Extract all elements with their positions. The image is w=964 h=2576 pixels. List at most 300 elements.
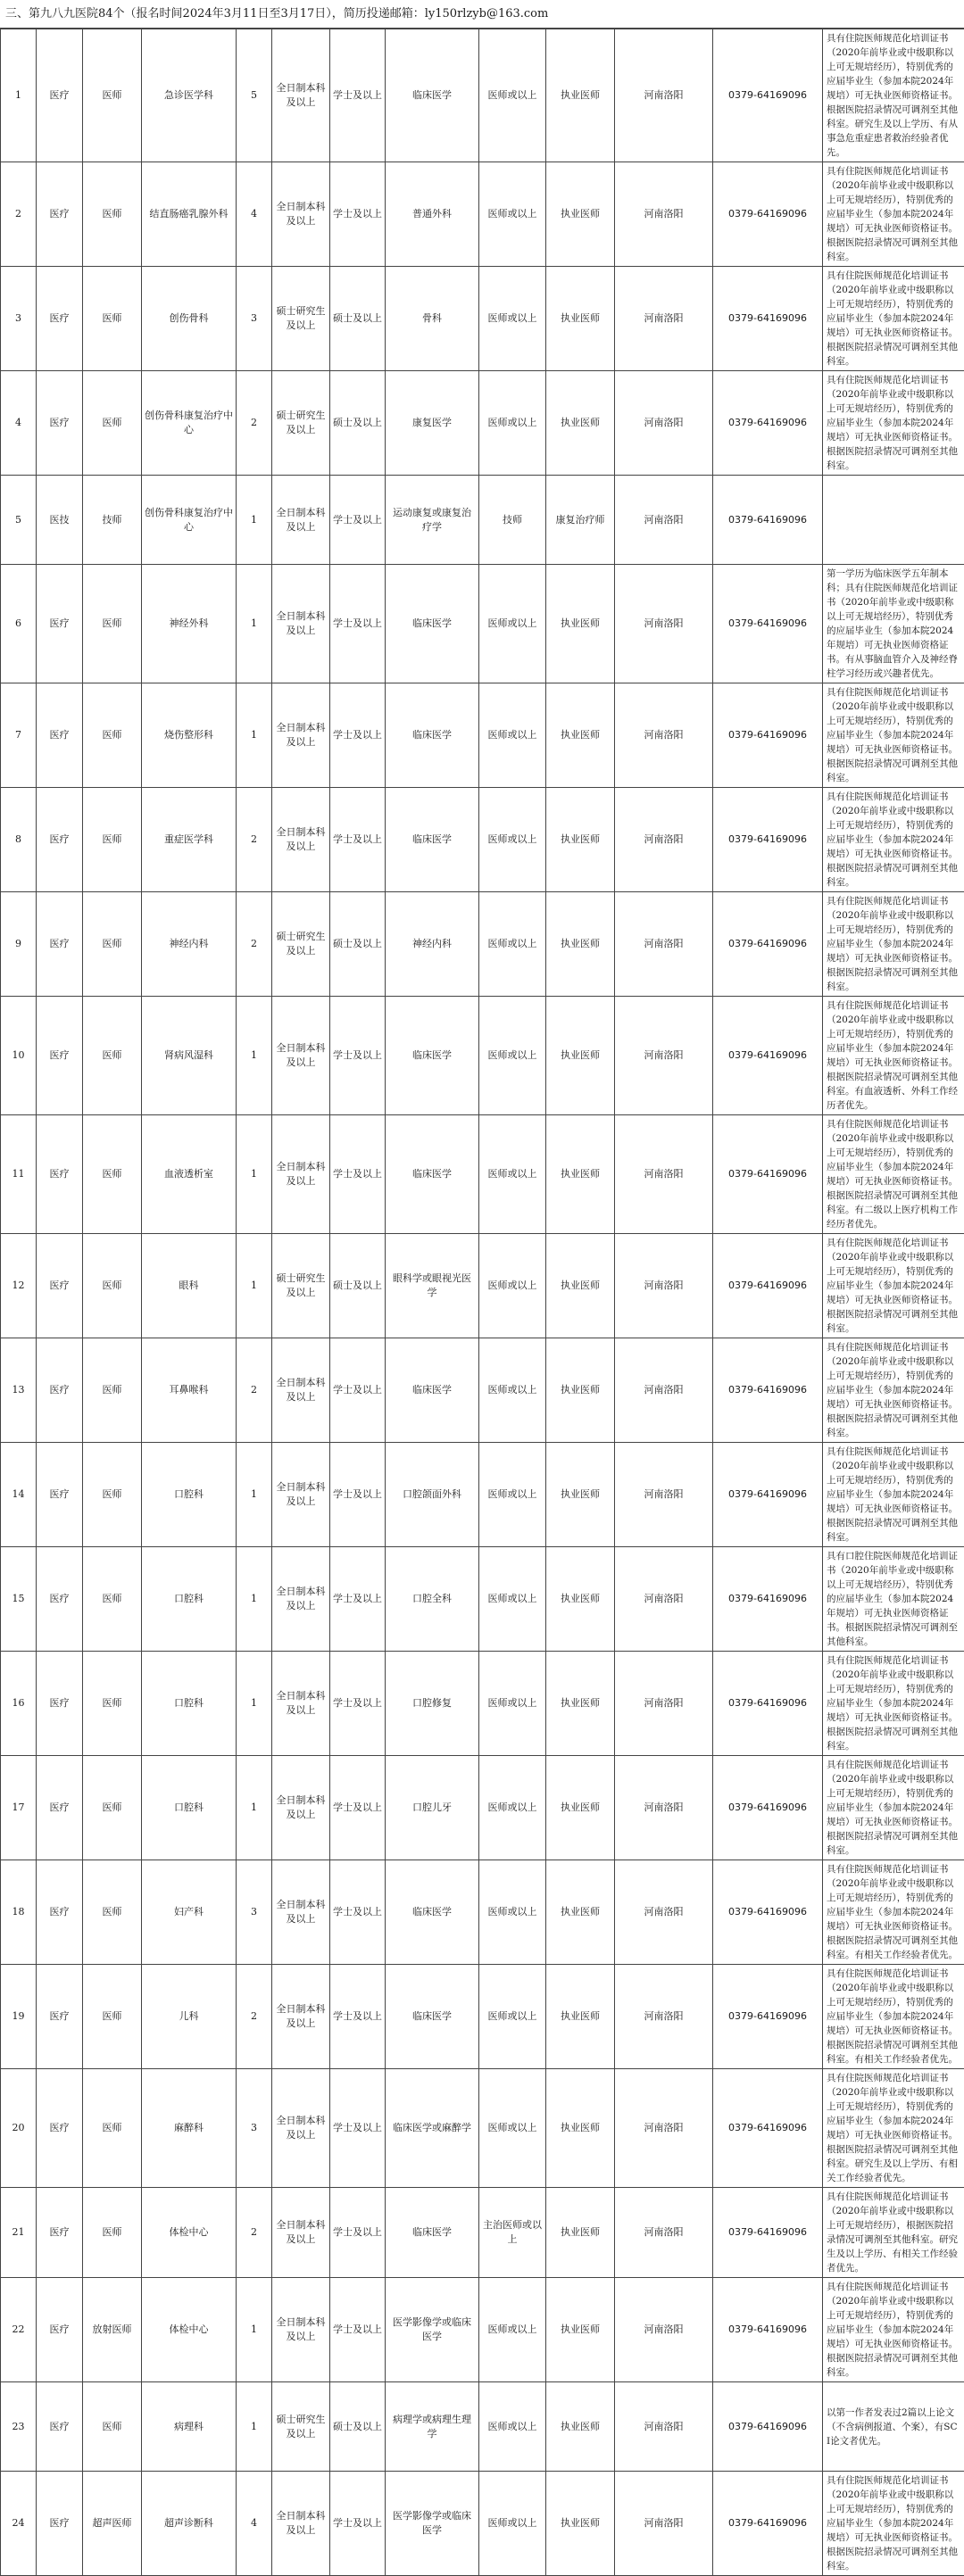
education-cell: 全日制本科及以上 (272, 1338, 330, 1443)
post-type-cell: 超声医师 (83, 2472, 142, 2576)
headcount-cell: 2 (237, 892, 272, 997)
requirements-note-cell: 具有住院医师规范化培训证书（2020年前毕业或中级职称以上可无规培经历），根据医院招录情况可调剂至其他科室。研究生及以上学历、有相关工作经验者优先。 (823, 2188, 964, 2278)
category-cell: 医疗 (37, 565, 83, 683)
location-cell: 河南洛阳 (615, 162, 713, 267)
requirements-note-cell: 具有住院医师规范化培训证书（2020年前毕业或中级职称以上可无规培经历），特别优秀的应届毕业生（参加本院2024年规培）可无执业医师资格证书。根据医院招录情况可调剂至其他科室。 (823, 371, 964, 476)
table-row (1, 2188, 964, 2278)
professional-title-cell: 医师或以上 (479, 2069, 546, 2188)
table-row (1, 371, 964, 476)
education-cell: 全日制本科及以上 (272, 565, 330, 683)
qualification-cell: 执业医师 (546, 2069, 615, 2188)
phone-cell: 0379-64169096 (713, 565, 823, 683)
major-cell: 病理学或病理生理学 (386, 2382, 479, 2472)
requirements-note-cell: 具有住院医师规范化培训证书（2020年前毕业或中级职称以上可无规培经历），特别优秀的应届毕业生（参加本院2024年规培）可无执业医师资格证书。根据医院招录情况可调剂至其他科室。 (823, 1756, 964, 1860)
education-cell: 全日制本科及以上 (272, 1443, 330, 1547)
professional-title-cell: 医师或以上 (479, 565, 546, 683)
major-cell: 临床医学 (386, 1338, 479, 1443)
professional-title-cell: 医师或以上 (479, 1234, 546, 1338)
professional-title-cell: 医师或以上 (479, 2472, 546, 2576)
table-row (1, 1547, 964, 1652)
degree-cell: 硕士及以上 (330, 371, 386, 476)
major-cell: 临床医学 (386, 2188, 479, 2278)
degree-cell: 学士及以上 (330, 1115, 386, 1234)
professional-title-cell: 医师或以上 (479, 371, 546, 476)
headcount-cell: 1 (237, 1234, 272, 1338)
professional-title-cell: 医师或以上 (479, 1547, 546, 1652)
degree-cell: 学士及以上 (330, 2472, 386, 2576)
post-type-cell: 医师 (83, 1234, 142, 1338)
post-type-cell: 医师 (83, 1547, 142, 1652)
requirements-note-cell: 具有住院医师规范化培训证书（2020年前毕业或中级职称以上可无规培经历），特别优秀的应届毕业生（参加本院2024年规培）可无执业医师资格证书。根据医院招录情况可调剂至其他科室。研究生及以上学历、有从事急危重症患者救治经验者优先。 (823, 29, 964, 162)
location-cell: 河南洛阳 (615, 1547, 713, 1652)
headcount-cell: 1 (237, 2278, 272, 2382)
post-type-cell: 医师 (83, 1860, 142, 1965)
table-row (1, 2382, 964, 2472)
requirements-note-cell: 具有口腔住院医师规范化培训证书（2020年前毕业或中级职称以上可无规培经历），特别优秀的应届毕业生（参加本院2024年规培）可无执业医师资格证书。根据医院招录情况可调剂至其他科室。 (823, 1547, 964, 1652)
requirements-note-cell: 第一学历为临床医学五年制本科；具有住院医师规范化培训证书（2020年前毕业或中级职称以上可无规培经历），特别优秀的应届毕业生（参加本院2024年规培）可无执业医师资格证书。有从事脑血管介入及神经脊柱学习经历或兴趣者优先。 (823, 565, 964, 683)
category-cell: 医疗 (37, 2278, 83, 2382)
post-type-cell: 医师 (83, 1443, 142, 1547)
requirements-note-cell: 具有住院医师规范化培训证书（2020年前毕业或中级职称以上可无规培经历），特别优秀的应届毕业生（参加本院2024年规培）可无执业医师资格证书。根据医院招录情况可调剂至其他科室。有相关工作经验者优先。 (823, 1965, 964, 2069)
professional-title-cell: 医师或以上 (479, 997, 546, 1115)
table-row (1, 1115, 964, 1234)
qualification-cell: 执业医师 (546, 1443, 615, 1547)
phone-cell: 0379-64169096 (713, 2188, 823, 2278)
department-cell: 麻醉科 (142, 2069, 237, 2188)
professional-title-cell: 主治医师或以上 (479, 2188, 546, 2278)
category-cell: 医疗 (37, 1234, 83, 1338)
table-row (1, 1652, 964, 1756)
headcount-cell: 1 (237, 997, 272, 1115)
post-type-cell: 医师 (83, 267, 142, 371)
qualification-cell: 执业医师 (546, 1234, 615, 1338)
qualification-cell: 执业医师 (546, 683, 615, 788)
phone-cell: 0379-64169096 (713, 1652, 823, 1756)
table-row (1, 2278, 964, 2382)
phone-cell: 0379-64169096 (713, 1547, 823, 1652)
location-cell: 河南洛阳 (615, 29, 713, 162)
qualification-cell: 执业医师 (546, 2472, 615, 2576)
headcount-cell: 1 (237, 565, 272, 683)
row-number-cell: 2 (1, 162, 37, 267)
headcount-cell: 3 (237, 1860, 272, 1965)
department-cell: 超声诊断科 (142, 2472, 237, 2576)
post-type-cell: 放射医师 (83, 2278, 142, 2382)
education-cell: 全日制本科及以上 (272, 1965, 330, 2069)
requirements-note-cell: 以第一作者发表过2篇以上论文（不含病例报道、个案），有SCI论文者优先。 (823, 2382, 964, 2472)
row-number-cell: 14 (1, 1443, 37, 1547)
education-cell: 全日制本科及以上 (272, 1652, 330, 1756)
location-cell: 河南洛阳 (615, 565, 713, 683)
requirements-note-cell (823, 476, 964, 565)
row-number-cell: 24 (1, 2472, 37, 2576)
department-cell: 儿科 (142, 1965, 237, 2069)
major-cell: 临床医学 (386, 997, 479, 1115)
phone-cell: 0379-64169096 (713, 162, 823, 267)
education-cell: 全日制本科及以上 (272, 2188, 330, 2278)
professional-title-cell: 医师或以上 (479, 1860, 546, 1965)
category-cell: 医疗 (37, 683, 83, 788)
professional-title-cell: 医师或以上 (479, 1115, 546, 1234)
table-row (1, 1965, 964, 2069)
category-cell: 医疗 (37, 788, 83, 892)
professional-title-cell: 医师或以上 (479, 162, 546, 267)
major-cell: 临床医学 (386, 1860, 479, 1965)
category-cell: 医疗 (37, 1652, 83, 1756)
headcount-cell: 1 (237, 1547, 272, 1652)
headcount-cell: 2 (237, 788, 272, 892)
row-number-cell: 23 (1, 2382, 37, 2472)
department-cell: 神经外科 (142, 565, 237, 683)
post-type-cell: 医师 (83, 2069, 142, 2188)
phone-cell: 0379-64169096 (713, 1443, 823, 1547)
requirements-note-cell: 具有住院医师规范化培训证书（2020年前毕业或中级职称以上可无规培经历），特别优秀的应届毕业生（参加本院2024年规培）可无执业医师资格证书。根据医院招录情况可调剂至其他科室。 (823, 1234, 964, 1338)
row-number-cell: 17 (1, 1756, 37, 1860)
location-cell: 河南洛阳 (615, 1756, 713, 1860)
education-cell: 全日制本科及以上 (272, 476, 330, 565)
requirements-note-cell: 具有住院医师规范化培训证书（2020年前毕业或中级职称以上可无规培经历），特别优秀的应届毕业生（参加本院2024年规培）可无执业医师资格证书。根据医院招录情况可调剂至其他科室。 (823, 162, 964, 267)
department-cell: 烧伤整形科 (142, 683, 237, 788)
headcount-cell: 2 (237, 1338, 272, 1443)
education-cell: 全日制本科及以上 (272, 683, 330, 788)
qualification-cell: 执业医师 (546, 371, 615, 476)
professional-title-cell: 医师或以上 (479, 2278, 546, 2382)
location-cell: 河南洛阳 (615, 371, 713, 476)
post-type-cell: 医师 (83, 371, 142, 476)
location-cell: 河南洛阳 (615, 2278, 713, 2382)
requirements-note-cell: 具有住院医师规范化培训证书（2020年前毕业或中级职称以上可无规培经历），特别优秀的应届毕业生（参加本院2024年规培）可无执业医师资格证书。根据医院招录情况可调剂至其他科室。 (823, 1338, 964, 1443)
row-number-cell: 13 (1, 1338, 37, 1443)
location-cell: 河南洛阳 (615, 476, 713, 565)
education-cell: 全日制本科及以上 (272, 2472, 330, 2576)
degree-cell: 硕士及以上 (330, 892, 386, 997)
post-type-cell: 医师 (83, 892, 142, 997)
qualification-cell: 执业医师 (546, 2278, 615, 2382)
table-row (1, 29, 964, 162)
requirements-note-cell: 具有住院医师规范化培训证书（2020年前毕业或中级职称以上可无规培经历），特别优秀的应届毕业生（参加本院2024年规培）可无执业医师资格证书。根据医院招录情况可调剂至其他科室。 (823, 1443, 964, 1547)
category-cell: 医疗 (37, 1860, 83, 1965)
table-body (1, 29, 964, 2576)
post-type-cell: 医师 (83, 2188, 142, 2278)
degree-cell: 学士及以上 (330, 1443, 386, 1547)
table-row (1, 892, 964, 997)
table-row (1, 1234, 964, 1338)
row-number-cell: 11 (1, 1115, 37, 1234)
department-cell: 创伤骨科 (142, 267, 237, 371)
department-cell: 急诊医学科 (142, 29, 237, 162)
phone-cell: 0379-64169096 (713, 1338, 823, 1443)
location-cell: 河南洛阳 (615, 1652, 713, 1756)
education-cell: 硕士研究生及以上 (272, 892, 330, 997)
qualification-cell: 执业医师 (546, 565, 615, 683)
education-cell: 全日制本科及以上 (272, 788, 330, 892)
headcount-cell: 1 (237, 1756, 272, 1860)
department-cell: 神经内科 (142, 892, 237, 997)
professional-title-cell: 医师或以上 (479, 1965, 546, 2069)
location-cell: 河南洛阳 (615, 683, 713, 788)
row-number-cell: 1 (1, 29, 37, 162)
recruitment-table (0, 29, 964, 2576)
department-cell: 耳鼻喉科 (142, 1338, 237, 1443)
department-cell: 重症医学科 (142, 788, 237, 892)
headcount-cell: 1 (237, 2382, 272, 2472)
degree-cell: 硕士及以上 (330, 267, 386, 371)
major-cell: 运动康复或康复治疗学 (386, 476, 479, 565)
department-cell: 眼科 (142, 1234, 237, 1338)
requirements-note-cell: 具有住院医师规范化培训证书（2020年前毕业或中级职称以上可无规培经历），特别优秀的应届毕业生（参加本院2024年规培）可无执业医师资格证书。根据医院招录情况可调剂至其他科室。研究生及以上学历、有相关工作经验者优先。 (823, 2069, 964, 2188)
qualification-cell: 执业医师 (546, 162, 615, 267)
phone-cell: 0379-64169096 (713, 1756, 823, 1860)
professional-title-cell: 医师或以上 (479, 788, 546, 892)
table-row (1, 2472, 964, 2576)
qualification-cell: 执业医师 (546, 1338, 615, 1443)
major-cell: 眼科学或眼视光医学 (386, 1234, 479, 1338)
education-cell: 全日制本科及以上 (272, 162, 330, 267)
requirements-note-cell: 具有住院医师规范化培训证书（2020年前毕业或中级职称以上可无规培经历），特别优秀的应届毕业生（参加本院2024年规培）可无执业医师资格证书。根据医院招录情况可调剂至其他科室。有相关工作经验者优先。 (823, 1860, 964, 1965)
degree-cell: 学士及以上 (330, 1652, 386, 1756)
post-type-cell: 医师 (83, 1965, 142, 2069)
education-cell: 全日制本科及以上 (272, 1756, 330, 1860)
professional-title-cell: 医师或以上 (479, 683, 546, 788)
category-cell: 医疗 (37, 1443, 83, 1547)
professional-title-cell: 医师或以上 (479, 1652, 546, 1756)
professional-title-cell: 技师 (479, 476, 546, 565)
category-cell: 医疗 (37, 1965, 83, 2069)
degree-cell: 学士及以上 (330, 997, 386, 1115)
headcount-cell: 2 (237, 2188, 272, 2278)
qualification-cell: 康复治疗师 (546, 476, 615, 565)
qualification-cell: 执业医师 (546, 1652, 615, 1756)
row-number-cell: 8 (1, 788, 37, 892)
row-number-cell: 16 (1, 1652, 37, 1756)
professional-title-cell: 医师或以上 (479, 1338, 546, 1443)
location-cell: 河南洛阳 (615, 1443, 713, 1547)
phone-cell: 0379-64169096 (713, 2382, 823, 2472)
row-number-cell: 7 (1, 683, 37, 788)
requirements-note-cell: 具有住院医师规范化培训证书（2020年前毕业或中级职称以上可无规培经历），特别优秀的应届毕业生（参加本院2024年规培）可无执业医师资格证书。根据医院招录情况可调剂至其他科室。 (823, 267, 964, 371)
phone-cell: 0379-64169096 (713, 1860, 823, 1965)
major-cell: 口腔修复 (386, 1652, 479, 1756)
department-cell: 病理科 (142, 2382, 237, 2472)
row-number-cell: 4 (1, 371, 37, 476)
post-type-cell: 医师 (83, 1115, 142, 1234)
phone-cell: 0379-64169096 (713, 29, 823, 162)
education-cell: 全日制本科及以上 (272, 2278, 330, 2382)
headcount-cell: 1 (237, 1652, 272, 1756)
table-row (1, 997, 964, 1115)
major-cell: 临床医学 (386, 29, 479, 162)
qualification-cell: 执业医师 (546, 1965, 615, 2069)
phone-cell: 0379-64169096 (713, 788, 823, 892)
major-cell: 口腔儿牙 (386, 1756, 479, 1860)
row-number-cell: 5 (1, 476, 37, 565)
post-type-cell: 医师 (83, 788, 142, 892)
degree-cell: 硕士及以上 (330, 2382, 386, 2472)
table-row (1, 267, 964, 371)
location-cell: 河南洛阳 (615, 1338, 713, 1443)
education-cell: 全日制本科及以上 (272, 1547, 330, 1652)
education-cell: 硕士研究生及以上 (272, 1234, 330, 1338)
qualification-cell: 执业医师 (546, 29, 615, 162)
table-row (1, 683, 964, 788)
category-cell: 医疗 (37, 1547, 83, 1652)
row-number-cell: 19 (1, 1965, 37, 2069)
headcount-cell: 1 (237, 1115, 272, 1234)
location-cell: 河南洛阳 (615, 892, 713, 997)
phone-cell: 0379-64169096 (713, 2472, 823, 2576)
phone-cell: 0379-64169096 (713, 1115, 823, 1234)
headcount-cell: 1 (237, 683, 272, 788)
table-row (1, 476, 964, 565)
department-cell: 肾病风湿科 (142, 997, 237, 1115)
post-type-cell: 医师 (83, 2382, 142, 2472)
requirements-note-cell: 具有住院医师规范化培训证书（2020年前毕业或中级职称以上可无规培经历），特别优秀的应届毕业生（参加本院2024年规培）可无执业医师资格证书。根据医院招录情况可调剂至其他科室。 (823, 1652, 964, 1756)
requirements-note-cell: 具有住院医师规范化培训证书（2020年前毕业或中级职称以上可无规培经历），特别优秀的应届毕业生（参加本院2024年规培）可无执业医师资格证书。根据医院招录情况可调剂至其他科室。 (823, 2278, 964, 2382)
headcount-cell: 5 (237, 29, 272, 162)
professional-title-cell: 医师或以上 (479, 1756, 546, 1860)
degree-cell: 学士及以上 (330, 1547, 386, 1652)
post-type-cell: 医师 (83, 565, 142, 683)
table-row (1, 565, 964, 683)
major-cell: 康复医学 (386, 371, 479, 476)
qualification-cell: 执业医师 (546, 2188, 615, 2278)
category-cell: 医疗 (37, 997, 83, 1115)
category-cell: 医疗 (37, 29, 83, 162)
major-cell: 口腔颌面外科 (386, 1443, 479, 1547)
category-cell: 医技 (37, 476, 83, 565)
department-cell: 妇产科 (142, 1860, 237, 1965)
major-cell: 临床医学 (386, 683, 479, 788)
page-title: 三、第九八九医院84个（报名时间2024年3月11日至3月17日），简历投递邮箱：ly150rlzyb@163.com (0, 0, 964, 29)
table-row (1, 1443, 964, 1547)
post-type-cell: 医师 (83, 1652, 142, 1756)
requirements-note-cell: 具有住院医师规范化培训证书（2020年前毕业或中级职称以上可无规培经历），特别优秀的应届毕业生（参加本院2024年规培）可无执业医师资格证书。根据医院招录情况可调剂至其他科室。 (823, 683, 964, 788)
location-cell: 河南洛阳 (615, 1860, 713, 1965)
row-number-cell: 6 (1, 565, 37, 683)
post-type-cell: 医师 (83, 162, 142, 267)
phone-cell: 0379-64169096 (713, 1234, 823, 1338)
phone-cell: 0379-64169096 (713, 683, 823, 788)
professional-title-cell: 医师或以上 (479, 892, 546, 997)
category-cell: 医疗 (37, 1756, 83, 1860)
degree-cell: 硕士及以上 (330, 1234, 386, 1338)
location-cell: 河南洛阳 (615, 2472, 713, 2576)
degree-cell: 学士及以上 (330, 476, 386, 565)
row-number-cell: 20 (1, 2069, 37, 2188)
department-cell: 体检中心 (142, 2278, 237, 2382)
headcount-cell: 3 (237, 267, 272, 371)
post-type-cell: 医师 (83, 1756, 142, 1860)
category-cell: 医疗 (37, 2188, 83, 2278)
professional-title-cell: 医师或以上 (479, 267, 546, 371)
degree-cell: 学士及以上 (330, 2069, 386, 2188)
degree-cell: 学士及以上 (330, 162, 386, 267)
category-cell: 医疗 (37, 2382, 83, 2472)
location-cell: 河南洛阳 (615, 788, 713, 892)
row-number-cell: 15 (1, 1547, 37, 1652)
row-number-cell: 10 (1, 997, 37, 1115)
headcount-cell: 1 (237, 476, 272, 565)
requirements-note-cell: 具有住院医师规范化培训证书（2020年前毕业或中级职称以上可无规培经历），特别优秀的应届毕业生（参加本院2024年规培）可无执业医师资格证书。根据医院招录情况可调剂至其他科室。有二级以上医疗机构工作经历者优先。 (823, 1115, 964, 1234)
professional-title-cell: 医师或以上 (479, 29, 546, 162)
department-cell: 口腔科 (142, 1443, 237, 1547)
requirements-note-cell: 具有住院医师规范化培训证书（2020年前毕业或中级职称以上可无规培经历），特别优秀的应届毕业生（参加本院2024年规培）可无执业医师资格证书。根据医院招录情况可调剂至其他科室。 (823, 788, 964, 892)
major-cell: 临床医学 (386, 1965, 479, 2069)
degree-cell: 学士及以上 (330, 2278, 386, 2382)
degree-cell: 学士及以上 (330, 565, 386, 683)
location-cell: 河南洛阳 (615, 2188, 713, 2278)
table-row (1, 788, 964, 892)
phone-cell: 0379-64169096 (713, 371, 823, 476)
degree-cell: 学士及以上 (330, 29, 386, 162)
phone-cell: 0379-64169096 (713, 2069, 823, 2188)
degree-cell: 学士及以上 (330, 1965, 386, 2069)
degree-cell: 学士及以上 (330, 1338, 386, 1443)
major-cell: 临床医学或麻醉学 (386, 2069, 479, 2188)
table-row (1, 1756, 964, 1860)
post-type-cell: 医师 (83, 1338, 142, 1443)
department-cell: 结直肠癌乳腺外科 (142, 162, 237, 267)
department-cell: 口腔科 (142, 1756, 237, 1860)
category-cell: 医疗 (37, 371, 83, 476)
table-row (1, 1338, 964, 1443)
post-type-cell: 医师 (83, 29, 142, 162)
location-cell: 河南洛阳 (615, 997, 713, 1115)
headcount-cell: 3 (237, 2069, 272, 2188)
table-row (1, 1860, 964, 1965)
education-cell: 全日制本科及以上 (272, 997, 330, 1115)
qualification-cell: 执业医师 (546, 1860, 615, 1965)
table-row (1, 162, 964, 267)
major-cell: 医学影像学或临床医学 (386, 2278, 479, 2382)
professional-title-cell: 医师或以上 (479, 1443, 546, 1547)
education-cell: 硕士研究生及以上 (272, 371, 330, 476)
location-cell: 河南洛阳 (615, 1234, 713, 1338)
phone-cell: 0379-64169096 (713, 267, 823, 371)
major-cell: 骨科 (386, 267, 479, 371)
education-cell: 全日制本科及以上 (272, 1115, 330, 1234)
degree-cell: 学士及以上 (330, 2188, 386, 2278)
phone-cell: 0379-64169096 (713, 476, 823, 565)
row-number-cell: 3 (1, 267, 37, 371)
major-cell: 临床医学 (386, 788, 479, 892)
post-type-cell: 技师 (83, 476, 142, 565)
department-cell: 口腔科 (142, 1652, 237, 1756)
qualification-cell: 执业医师 (546, 1115, 615, 1234)
location-cell: 河南洛阳 (615, 1115, 713, 1234)
degree-cell: 学士及以上 (330, 1860, 386, 1965)
requirements-note-cell: 具有住院医师规范化培训证书（2020年前毕业或中级职称以上可无规培经历），特别优秀的应届毕业生（参加本院2024年规培）可无执业医师资格证书。根据医院招录情况可调剂至其他科室。 (823, 2472, 964, 2576)
location-cell: 河南洛阳 (615, 2069, 713, 2188)
phone-cell: 0379-64169096 (713, 892, 823, 997)
major-cell: 普通外科 (386, 162, 479, 267)
qualification-cell: 执业医师 (546, 267, 615, 371)
education-cell: 全日制本科及以上 (272, 1860, 330, 1965)
row-number-cell: 21 (1, 2188, 37, 2278)
row-number-cell: 9 (1, 892, 37, 997)
category-cell: 医疗 (37, 267, 83, 371)
major-cell: 神经内科 (386, 892, 479, 997)
degree-cell: 学士及以上 (330, 683, 386, 788)
headcount-cell: 2 (237, 371, 272, 476)
qualification-cell: 执业医师 (546, 2382, 615, 2472)
department-cell: 创伤骨科康复治疗中心 (142, 476, 237, 565)
degree-cell: 学士及以上 (330, 1756, 386, 1860)
professional-title-cell: 医师或以上 (479, 2382, 546, 2472)
education-cell: 硕士研究生及以上 (272, 267, 330, 371)
phone-cell: 0379-64169096 (713, 997, 823, 1115)
post-type-cell: 医师 (83, 683, 142, 788)
